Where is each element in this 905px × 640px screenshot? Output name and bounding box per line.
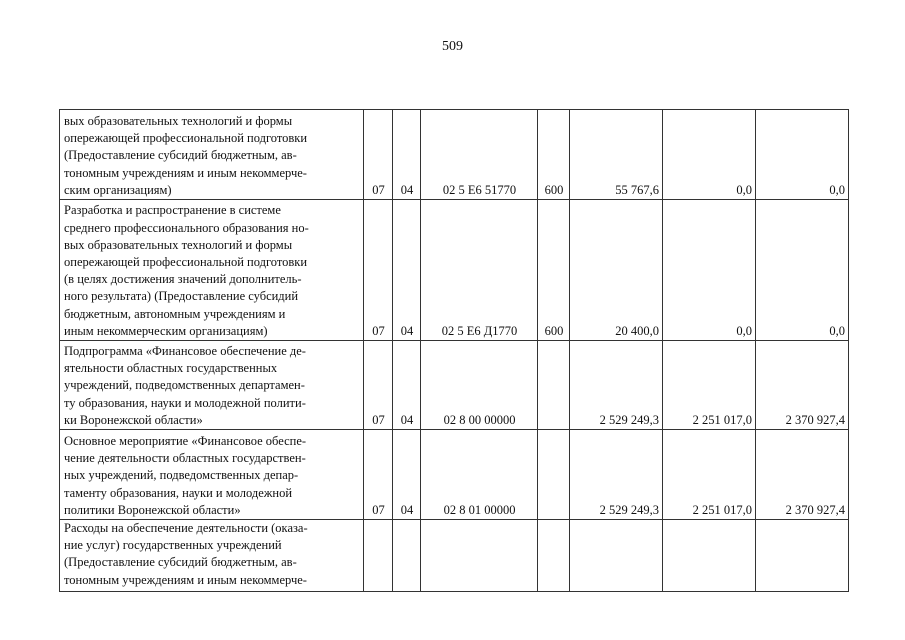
row-description: Подпрограмма «Финансовое обеспечение де- ятельности областных государственных учреждений, подведомственных департамен- ту образования, науки и молодежной полити- ки Воронежской области» xyxy=(60,341,364,430)
amount-year-3: 2 370 927,4 xyxy=(756,430,849,520)
budget-table xyxy=(59,109,849,592)
target-article-code: 02 5 Е6 Д1770 xyxy=(421,200,538,341)
expense-type-code xyxy=(538,520,570,592)
section-code: 07 xyxy=(364,110,393,200)
table-row xyxy=(60,200,849,341)
target-article-code: 02 5 Е6 51770 xyxy=(421,110,538,200)
amount-year-1: 55 767,6 xyxy=(570,110,663,200)
amount-year-3: 2 370 927,4 xyxy=(756,341,849,430)
subsection-code: 04 xyxy=(393,200,421,341)
page-number: 509 xyxy=(442,39,463,54)
expense-type-code: 600 xyxy=(538,110,570,200)
target-article-code xyxy=(421,520,538,592)
expense-type-code xyxy=(538,341,570,430)
subsection-code: 04 xyxy=(393,110,421,200)
amount-year-2 xyxy=(663,520,756,592)
section-code: 07 xyxy=(364,200,393,341)
section-code: 07 xyxy=(364,430,393,520)
row-description: Разработка и распространение в системе среднего профессионального образования но- вых образовательных технологий и формы опережающей профессиональной подготовки (в целях достижения значений дополнитель- ного результата) (Предоставление субсидий бюджетным, автономным учреждениям и иным некоммерческим организациям) xyxy=(60,200,364,341)
amount-year-1: 2 529 249,3 xyxy=(570,341,663,430)
expense-type-code xyxy=(538,430,570,520)
section-code: 07 xyxy=(364,341,393,430)
table-row xyxy=(60,341,849,430)
amount-year-1: 2 529 249,3 xyxy=(570,430,663,520)
expense-type-code: 600 xyxy=(538,200,570,341)
target-article-code: 02 8 00 00000 xyxy=(421,341,538,430)
subsection-code: 04 xyxy=(393,430,421,520)
amount-year-3: 0,0 xyxy=(756,200,849,341)
amount-year-2: 2 251 017,0 xyxy=(663,341,756,430)
amount-year-2: 0,0 xyxy=(663,200,756,341)
table-row xyxy=(60,110,849,200)
amount-year-2: 0,0 xyxy=(663,110,756,200)
row-description: Расходы на обеспечение деятельности (оказа- ние услуг) государственных учреждений (Предоставление субсидий бюджетным, ав- тономным учреждениям и иным некоммерче- xyxy=(60,520,364,592)
section-code xyxy=(364,520,393,592)
subsection-code: 04 xyxy=(393,341,421,430)
row-description: вых образовательных технологий и формы опережающей профессиональной подготовки (Предоставление субсидий бюджетным, ав- тономным учреждениям и иным некоммерче- ским организациям) xyxy=(60,110,364,200)
amount-year-1: 20 400,0 xyxy=(570,200,663,341)
amount-year-2: 2 251 017,0 xyxy=(663,430,756,520)
row-description: Основное мероприятие «Финансовое обеспе- чение деятельности областных государствен- ных учреждений, подведомственных депар- таменту образования, науки и молодежной политики Воронежской области» xyxy=(60,430,364,520)
amount-year-1 xyxy=(570,520,663,592)
amount-year-3 xyxy=(756,520,849,592)
table-row xyxy=(60,430,849,520)
table-row xyxy=(60,520,849,592)
amount-year-3: 0,0 xyxy=(756,110,849,200)
subsection-code xyxy=(393,520,421,592)
target-article-code: 02 8 01 00000 xyxy=(421,430,538,520)
